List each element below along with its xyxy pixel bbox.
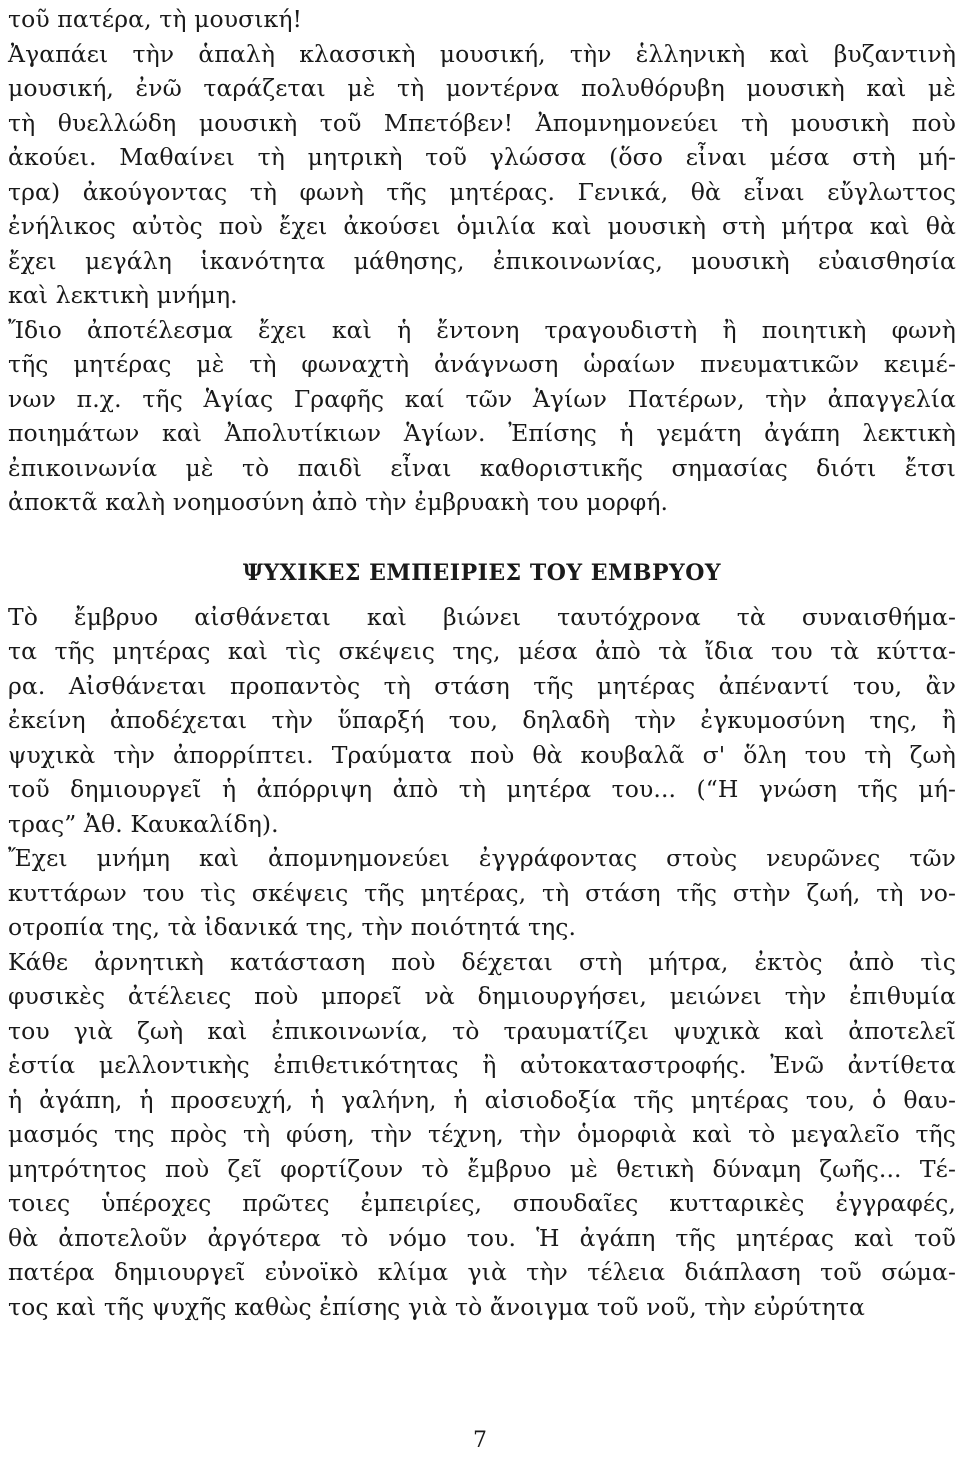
text-line: θὰ ἀποτελοῦν ἀργότερα τὸ νόμο του. Ἡ ἀγάπη τῆς μητέρας καὶ τοῦ <box>8 1223 956 1252</box>
text-line: ἐκείνη ἀποδέχεται τὴν ὕπαρξή του, δηλαδὴ τὴν ἐγκυμοσύνη της, ἢ <box>8 706 956 734</box>
text-line: μητρότητος ποὺ ζεῖ φορτίζουν τὸ ἔμβρυο μὲ θετικὴ δύναμη ζωῆς... Τέ- <box>8 1154 956 1183</box>
text-line: τῆς μητέρας μὲ τὴ φωναχτὴ ἀνάγνωση ὡραίων πνευματικῶν κειμέ- <box>8 350 956 378</box>
paragraph <box>8 2 956 37</box>
text-line: τοῦ πατέρα, τὴ μουσική! <box>8 5 303 33</box>
paragraph <box>8 841 956 945</box>
text-line: τοῦ δημιουργεῖ ἡ ἀπόρριψη ἀπὸ τὴ μητέρα του... (“Η γνώση τῆς μή- <box>8 775 956 803</box>
text-line: καὶ λεκτικὴ μνήμη. <box>8 281 238 309</box>
text-line: Ἔχει μνήμη καὶ ἀπομνημονεύει ἐγγράφοντας στοὺς νευρῶνες τῶν <box>8 844 956 872</box>
text-line: ψυχικὰ τὴν ἀπορρίπτει. Τραύματα ποὺ θὰ κουβαλᾶ σ' ὅλη του τὴ ζωὴ <box>8 740 956 769</box>
text-section-top <box>8 2 956 520</box>
text-line: Ἴδιο ἀποτέλεσμα ἔχει καὶ ἡ ἔντονη τραγουδιστὴ ἢ ποιητικὴ φωνὴ <box>8 315 956 344</box>
page-number: 7 <box>473 1428 487 1453</box>
text-line: ἑστία μελλοντικὴς ἐπιθετικότητας ἢ αὐτοκαταστροφής. Ἐνῶ ἀντίθετα <box>8 1051 956 1079</box>
text-line: Ἀγαπάει τὴν ἁπαλὴ κλασσικὴ μουσική, τὴν ἑλληνικὴ καὶ βυζαντινὴ <box>8 39 956 68</box>
text-line: του γιὰ ζωὴ καὶ ἐπικοινωνία, τὸ τραυματίζει ψυχικὰ καὶ ἀποτελεῖ <box>8 1016 956 1045</box>
text-line: τος καὶ τῆς ψυχῆς καθὼς ἐπίσης γιὰ τὸ ἄνοιγμα τοῦ νοῦ, τὴν εὐρύτητα <box>8 1292 865 1321</box>
text-line: ποιημάτων καὶ Ἀπολυτίκιων Ἁγίων. Ἐπίσης ἡ γεμάτη ἀγάπη λεκτικὴ <box>8 419 956 447</box>
text-line: ἡ ἀγάπη, ἡ προσευχή, ἡ γαλήνη, ἡ αἰσιοδοξία τῆς μητέρας του, ὁ θαυ- <box>8 1085 956 1114</box>
text-line: ρα. Αἰσθάνεται προπαντὸς τὴ στάση τῆς μητέρας ἀπέναντί του, ἂν <box>8 671 956 700</box>
text-line: τὴ θυελλώδη μουσικὴ τοῦ Μπετόβεν! Ἀπομνημονεύει τὴ μουσικὴ ποὺ <box>8 108 956 137</box>
paragraph <box>8 600 956 842</box>
paragraph <box>8 313 956 520</box>
section-spacer <box>8 520 956 556</box>
text-line: νων π.χ. τῆς Ἁγίας Γραφῆς καί τῶν Ἁγίων Πατέρων, τὴν ἀπαγγελία <box>8 384 956 413</box>
text-line: τρας” Ἀθ. Καυκαλίδη). <box>8 809 279 838</box>
text-line: φυσικὲς ἀτέλειες ποὺ μπορεῖ νὰ δημιουργήσει, μειώνει τὴν ἐπιθυμία <box>8 982 956 1010</box>
text-line: μουσική, ἐνῶ ταράζεται μὲ τὴ μοντέρνα πολυθόρυβη μουσικὴ καὶ μὲ <box>8 74 956 102</box>
text-line: πατέρα δημιουργεῖ εὐνοϊκὸ κλίμα γιὰ τὴν τέλεια διάπλαση τοῦ σώμα- <box>8 1258 956 1286</box>
text-line: Κάθε ἀρνητικὴ κατάσταση ποὺ δέχεται στὴ μήτρα, ἐκτὸς ἀπὸ τὶς <box>8 947 956 976</box>
text-line: μασμός της πρὸς τὴ φύση, τὴν τέχνη, τὴν ὁμορφιὰ καὶ τὸ μεγαλεῖο τῆς <box>8 1120 956 1148</box>
text-line: ἔχει μεγάλη ἱκανότητα μάθησης, ἐπικοινωνίας, μουσικὴ εὐαισθησία <box>8 246 956 275</box>
text-line: τα τῆς μητέρας καὶ τὶς σκέψεις της, μέσα ἀπὸ τὰ ἴδια του τὰ κύττα- <box>8 637 956 665</box>
text-line: τοιες ὑπέροχες πρῶτες ἐμπειρίες, σπουδαῖες κυτταρικὲς ἐγγραφές, <box>8 1189 956 1217</box>
text-line: ἐπικοινωνία μὲ τὸ παιδὶ εἶναι καθοριστικῆς σημασίας διότι ἔτσι <box>8 453 956 482</box>
text-line: κυττάρων του τὶς σκέψεις τῆς μητέρας, τὴ στάση τῆς στὴν ζωή, τὴ νο- <box>8 878 956 907</box>
text-line: ἐνήλικος αὐτὸς ποὺ ἔχει ἀκούσει ὁμιλία καὶ μουσικὴ στὴ μήτρα καὶ θὰ <box>8 212 956 240</box>
section-heading: ΨΥΧΙΚΕΣ ΕΜΠΕΙΡΙΕΣ ΤΟΥ ΕΜΒΡΥΟΥ <box>242 559 722 586</box>
paragraph <box>8 945 956 1325</box>
page-body <box>8 2 956 1324</box>
text-line: ἀκούει. Μαθαίνει τὴ μητρικὴ τοῦ γλώσσα (ὅσο εἶναι μέσα στὴ μή- <box>8 143 956 171</box>
text-line: ἀποκτᾶ καλὴ νοημοσύνη ἀπὸ τὴν ἐμβρυακὴ του μορφή. <box>8 488 669 516</box>
text-line: Τὸ ἔμβρυο αἰσθάνεται καὶ βιώνει ταυτόχρονα τὰ συναισθήμα- <box>8 602 956 631</box>
text-line: τρα) ἀκούγοντας τὴ φωνὴ τῆς μητέρας. Γενικά, θὰ εἶναι εὔγλωττος <box>8 177 956 206</box>
text-section-bottom <box>8 600 956 1325</box>
text-line: οτροπία της, τὰ ἰδανικά της, τὴν ποιότητά της. <box>8 913 577 941</box>
paragraph <box>8 37 956 313</box>
